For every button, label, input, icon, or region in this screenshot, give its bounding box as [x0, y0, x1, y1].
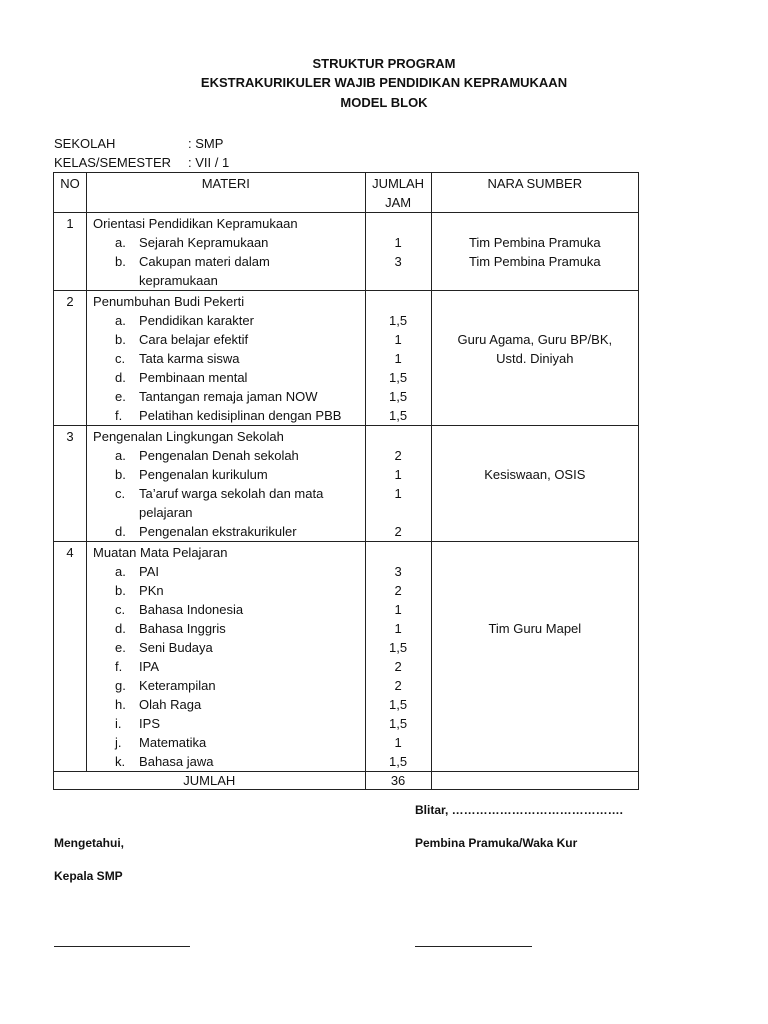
coach-title: Pembina Pramuka/Waka Kur: [415, 836, 578, 850]
row-number: 3: [54, 426, 87, 542]
school-row: [54, 136, 223, 151]
head-title: Kepala SMP: [54, 869, 123, 883]
item-text: Seni Budaya: [139, 640, 213, 655]
nara-sumber-line: Tim Guru Mapel: [488, 621, 582, 636]
jam-spacer: [366, 427, 431, 446]
item-letter: d.: [115, 370, 126, 385]
item-text: Pendidikan karakter: [139, 313, 254, 328]
table-header-row: [54, 173, 639, 213]
table-total-row: [54, 772, 639, 790]
header-jumlah-jam: [365, 173, 431, 213]
list-item: [93, 484, 364, 522]
header-nara-sumber: NARA SUMBER: [431, 173, 638, 213]
class-value: : VII / 1: [188, 155, 230, 170]
table-row: [54, 542, 639, 772]
materi-cell: [87, 213, 365, 291]
row-number: 2: [54, 291, 87, 426]
item-jam: 2: [394, 659, 402, 674]
list-item: [93, 676, 364, 695]
total-label: JUMLAH: [54, 772, 366, 790]
item-text: Keterampilan: [139, 678, 216, 693]
list-item: [93, 465, 364, 484]
materi-cell: [87, 426, 365, 542]
item-letter: j.: [115, 735, 122, 750]
jam-cell: [365, 426, 431, 542]
class-label: KELAS/SEMESTER: [54, 155, 172, 170]
row-number: 4: [54, 542, 87, 772]
item-letter: c.: [115, 351, 126, 366]
item-text: Tantangan remaja jaman NOW: [139, 389, 318, 404]
list-item: [93, 446, 364, 465]
nara-spacer: [432, 581, 638, 600]
acknowledge-label: Mengetahui,: [54, 836, 125, 850]
item-text: Bahasa Indonesia: [139, 602, 244, 617]
nara-sumber-cell: [431, 426, 638, 542]
list-item: [93, 562, 364, 581]
jam-spacer: [366, 271, 431, 290]
item-jam: 1,5: [389, 754, 408, 769]
item-letter: g.: [115, 678, 126, 693]
item-text: Tata karma siswa: [139, 351, 240, 366]
header-materi: MATERI: [87, 173, 365, 213]
item-text: Cara belajar efektif: [139, 332, 249, 347]
materi-cell: [87, 291, 365, 426]
jam-cell: [365, 213, 431, 291]
class-row: [54, 155, 229, 170]
nara-spacer: [432, 562, 638, 581]
item-jam: 1: [394, 467, 402, 482]
item-jam: 1: [394, 332, 402, 347]
nara-spacer: [432, 427, 638, 446]
item-letter: a.: [115, 235, 126, 250]
item-text: Pengenalan ekstrakurikuler: [139, 524, 297, 539]
doc-title-line3: MODEL BLOK: [340, 95, 428, 110]
signature-line-left: [54, 945, 190, 947]
place-date: Blitar, …………………………………….: [415, 803, 624, 817]
item-letter: a.: [115, 313, 126, 328]
item-text: IPA: [139, 659, 160, 674]
item-letter: b.: [115, 254, 126, 269]
item-jam: 3: [394, 254, 402, 269]
list-item: [93, 695, 364, 714]
table-body: [54, 213, 639, 772]
item-letter: b.: [115, 467, 126, 482]
item-text-cont: kepramukaan: [139, 273, 218, 288]
nara-spacer: [432, 311, 638, 330]
nara-spacer: [432, 543, 638, 562]
item-jam: 1,5: [389, 389, 408, 404]
jam-cell: [365, 542, 431, 772]
list-item: [93, 600, 364, 619]
item-letter: f.: [115, 659, 123, 674]
nara-spacer: [432, 446, 638, 465]
item-letter: i.: [115, 716, 122, 731]
section-title: Pengenalan Lingkungan Sekolah: [93, 429, 284, 444]
program-table: [53, 172, 639, 790]
item-jam: 3: [394, 564, 402, 579]
list-item: [93, 252, 364, 290]
item-jam: 1: [394, 621, 402, 636]
item-jam: 2: [394, 583, 402, 598]
item-text: Sejarah Kepramukaan: [139, 235, 269, 250]
nara-sumber-line: Guru Agama, Guru BP/BK,: [457, 332, 613, 347]
item-text: Cakupan materi dalam: [139, 254, 270, 269]
item-jam: 1,5: [389, 408, 408, 423]
item-jam: 1: [394, 735, 402, 750]
nara-spacer: [432, 292, 638, 311]
list-item: [93, 522, 364, 541]
list-item: [93, 638, 364, 657]
total-empty-cell: [431, 772, 638, 790]
item-letter: f.: [115, 408, 123, 423]
section-title: Muatan Mata Pelajaran: [93, 545, 228, 560]
item-letter: e.: [115, 389, 126, 404]
item-letter: d.: [115, 524, 126, 539]
item-text: Bahasa Inggris: [139, 621, 226, 636]
list-item: [93, 406, 364, 425]
list-item: [93, 619, 364, 638]
item-text: PAI: [139, 564, 160, 579]
list-item: [93, 714, 364, 733]
item-letter: b.: [115, 583, 126, 598]
item-letter: c.: [115, 486, 126, 501]
item-jam: 2: [394, 448, 402, 463]
jam-spacer: [366, 292, 431, 311]
item-letter: e.: [115, 640, 126, 655]
nara-sumber-cell: [431, 213, 638, 291]
header-jam-line2: JAM: [385, 195, 412, 210]
item-letter: a.: [115, 564, 126, 579]
item-jam: 2: [394, 678, 402, 693]
table-row: [54, 213, 639, 291]
item-letter: c.: [115, 602, 126, 617]
list-item: [93, 752, 364, 771]
item-jam: 1,5: [389, 370, 408, 385]
doc-title-line2: EKSTRAKURIKULER WAJIB PENDIDIKAN KEPRAMUKAAN: [200, 75, 568, 90]
nara-sumber-cell: [431, 542, 638, 772]
item-text-cont: pelajaran: [139, 505, 193, 520]
jam-cell: [365, 291, 431, 426]
item-text: Pelatihan kedisiplinan dengan PBB: [139, 408, 342, 423]
item-text: Matematika: [139, 735, 207, 750]
section-title: Penumbuhan Budi Pekerti: [93, 294, 245, 309]
item-jam: 1,5: [389, 640, 408, 655]
signature-line-right: [415, 945, 532, 947]
list-item: [93, 387, 364, 406]
jam-spacer: [366, 214, 431, 233]
item-text: PKn: [139, 583, 164, 598]
jam-spacer: [366, 543, 431, 562]
list-item: [93, 349, 364, 368]
materi-cell: [87, 542, 365, 772]
list-item: [93, 311, 364, 330]
item-text: Olah Raga: [139, 697, 202, 712]
item-jam: 1,5: [389, 313, 408, 328]
item-letter: h.: [115, 697, 126, 712]
nara-sumber-line: Kesiswaan, OSIS: [484, 467, 586, 482]
nara-sumber-line: Tim Pembina Pramuka: [468, 254, 601, 269]
doc-title-line1: STRUKTUR PROGRAM: [312, 56, 456, 71]
item-jam: 2: [394, 524, 402, 539]
item-jam: 1: [394, 235, 402, 250]
row-number: 1: [54, 213, 87, 291]
item-jam: 1,5: [389, 716, 408, 731]
nara-spacer: [432, 600, 638, 619]
list-item: [93, 368, 364, 387]
item-jam: 1: [394, 351, 402, 366]
item-jam: 1: [394, 486, 402, 501]
table-row: [54, 426, 639, 542]
nara-sumber-line: Tim Pembina Pramuka: [468, 235, 601, 250]
school-value: : SMP: [188, 136, 224, 151]
nara-sumber-line: Ustd. Diniyah: [496, 351, 574, 366]
school-label: SEKOLAH: [54, 136, 116, 151]
list-item: [93, 657, 364, 676]
item-text: Pembinaan mental: [139, 370, 248, 385]
header-jam-line1: JUMLAH: [372, 176, 425, 191]
list-item: [93, 733, 364, 752]
item-jam: 1,5: [389, 697, 408, 712]
item-text: Pengenalan Denah sekolah: [139, 448, 299, 463]
jam-spacer: [366, 503, 431, 522]
list-item: [93, 581, 364, 600]
list-item: [93, 330, 364, 349]
section-title: Orientasi Pendidikan Kepramukaan: [93, 216, 298, 231]
total-value: 36: [365, 772, 431, 790]
list-item: [93, 233, 364, 252]
item-text: IPS: [139, 716, 161, 731]
item-letter: a.: [115, 448, 126, 463]
item-text: Bahasa jawa: [139, 754, 214, 769]
nara-sumber-cell: [431, 291, 638, 426]
header-no: NO: [54, 173, 87, 213]
item-text: Pengenalan kurikulum: [139, 467, 268, 482]
table-row: [54, 291, 639, 426]
item-letter: b.: [115, 332, 126, 347]
item-letter: d.: [115, 621, 126, 636]
item-letter: k.: [115, 754, 126, 769]
nara-spacer: [432, 214, 638, 233]
item-jam: 1: [394, 602, 402, 617]
item-text: Ta’aruf warga sekolah dan mata: [139, 486, 324, 501]
